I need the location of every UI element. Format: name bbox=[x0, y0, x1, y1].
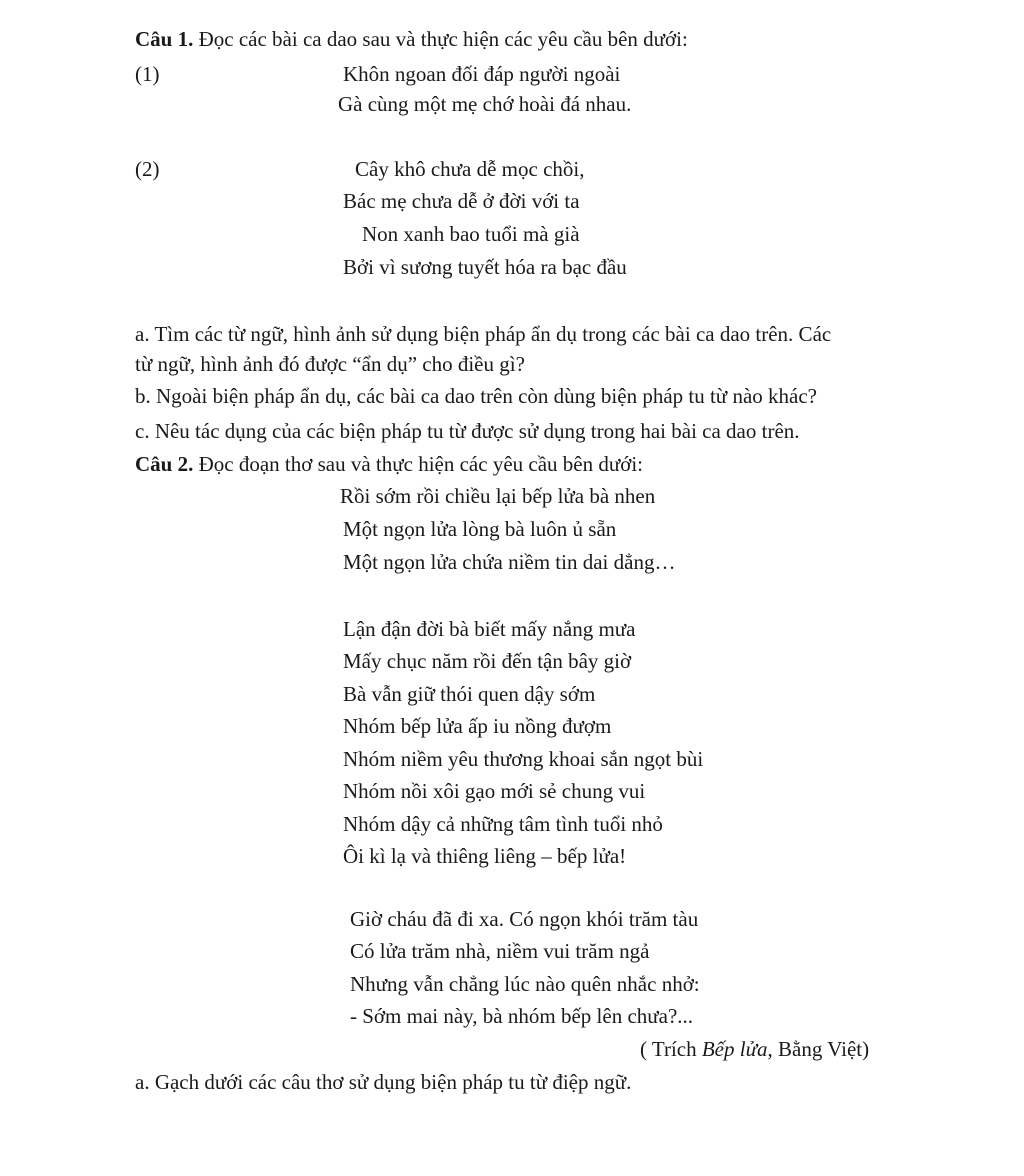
question-1-heading bbox=[135, 25, 688, 53]
question-1-task-c: c. Nêu tác dụng của các biện pháp tu từ được sử dụng trong hai bài ca dao trên. bbox=[135, 419, 800, 443]
stanza-2-line-7: Nhóm dậy cả những tâm tình tuổi nhỏ bbox=[343, 812, 663, 836]
question-2-instruction: Đọc đoạn thơ sau và thực hiện các yêu cầu bên dưới: bbox=[193, 452, 644, 476]
stanza-2-line-5: Nhóm niềm yêu thương khoai sắn ngọt bùi bbox=[343, 747, 704, 771]
stanza-1-line-1: Rồi sớm rồi chiều lại bếp lửa bà nhen bbox=[340, 484, 656, 508]
citation-author: , Bằng Việt) bbox=[767, 1037, 870, 1061]
question-2-label: Câu 2. bbox=[135, 452, 194, 476]
question-1-task-a-line-1: a. Tìm các từ ngữ, hình ảnh sử dụng biện pháp ẩn dụ trong các bài ca dao trên. Các bbox=[135, 322, 832, 346]
stanza-3-line-3: Nhưng vẫn chẳng lúc nào quên nhắc nhở: bbox=[350, 972, 700, 996]
citation-prefix: ( Trích bbox=[640, 1037, 702, 1061]
stanza-3-line-2: Có lửa trăm nhà, niềm vui trăm ngả bbox=[350, 939, 650, 963]
poem-citation bbox=[640, 1035, 869, 1063]
stanza-3-line-1: Giờ cháu đã đi xa. Có ngọn khói trăm tàu bbox=[350, 907, 699, 931]
poem-2-line-3: Non xanh bao tuổi mà già bbox=[362, 222, 580, 246]
question-1-label: Câu 1. bbox=[135, 27, 194, 51]
poem-2-line-2: Bác mẹ chưa dễ ở đời với ta bbox=[343, 189, 580, 213]
stanza-1-line-3: Một ngọn lửa chứa niềm tin dai dẳng… bbox=[343, 550, 676, 574]
poem-1-line-2: Gà cùng một mẹ chớ hoài đá nhau. bbox=[338, 92, 632, 116]
question-2-heading bbox=[135, 450, 643, 478]
stanza-3-line-4: - Sớm mai này, bà nhóm bếp lên chưa?... bbox=[350, 1004, 694, 1028]
stanza-2-line-1: Lận đận đời bà biết mấy nắng mưa bbox=[343, 617, 636, 641]
stanza-2-line-3: Bà vẫn giữ thói quen dậy sớm bbox=[343, 682, 596, 706]
question-1-instruction: Đọc các bài ca dao sau và thực hiện các yêu cầu bên dưới: bbox=[193, 27, 688, 51]
question-2-task-a: a. Gạch dưới các câu thơ sử dụng biện pháp tu từ điệp ngữ. bbox=[135, 1070, 632, 1094]
stanza-2-line-4: Nhóm bếp lửa ấp iu nồng đượm bbox=[343, 714, 612, 738]
stanza-2-line-2: Mấy chục năm rồi đến tận bây giờ bbox=[343, 649, 632, 673]
poem-2-number: (2) bbox=[135, 157, 160, 181]
stanza-2-line-8: Ôi kì lạ và thiêng liêng – bếp lửa! bbox=[343, 844, 627, 868]
stanza-2-line-6: Nhóm nồi xôi gạo mới sẻ chung vui bbox=[343, 779, 646, 803]
stanza-1-line-2: Một ngọn lửa lòng bà luôn ủ sẵn bbox=[343, 517, 617, 541]
poem-1-line-1: Khôn ngoan đối đáp người ngoài bbox=[343, 62, 621, 86]
citation-title: Bếp lửa bbox=[701, 1037, 768, 1061]
question-1-task-a-line-2: từ ngữ, hình ảnh đó được “ẩn dụ” cho điều gì? bbox=[135, 352, 525, 376]
poem-1-number: (1) bbox=[135, 62, 160, 86]
question-1-task-b: b. Ngoài biện pháp ẩn dụ, các bài ca dao trên còn dùng biện pháp tu từ nào khác? bbox=[135, 384, 817, 408]
poem-2-line-1: Cây khô chưa dễ mọc chồi, bbox=[355, 157, 585, 181]
poem-2-line-4: Bởi vì sương tuyết hóa ra bạc đầu bbox=[343, 255, 627, 279]
